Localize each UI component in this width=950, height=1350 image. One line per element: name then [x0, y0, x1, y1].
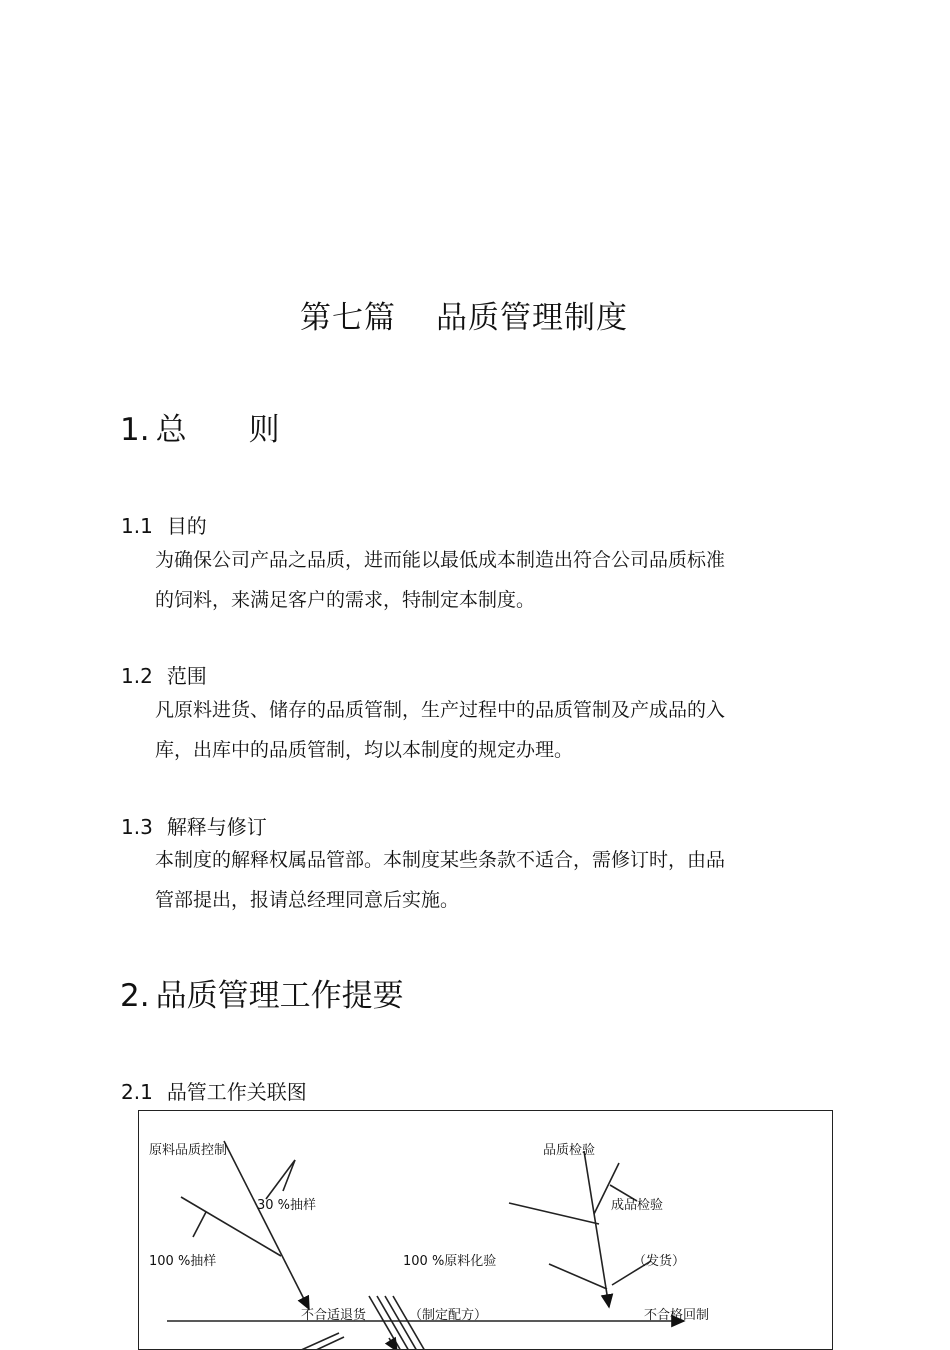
section-2-1-heading: 2.1 品管工作关联图	[121, 1080, 307, 1104]
branch-100-sample-tick	[193, 1212, 206, 1237]
section-1-1-paragraph: 为确保公司产品之品质，进而能以最低成本制造出符合公司品质标准 的饲料，来满足客户的需求，特制定本制度。	[155, 549, 726, 611]
section-2-title: 品质管理工作提要	[155, 978, 404, 1014]
label-unfit-return: 不合适退货	[301, 1308, 367, 1323]
title-part: 第七篇	[300, 300, 396, 336]
branch-30-sample-tick	[283, 1160, 295, 1191]
quality-arrow	[584, 1151, 609, 1307]
title-name: 品质管理制度	[436, 300, 628, 336]
label-shipping: （发货）	[633, 1254, 686, 1269]
label-sample-30: 30 %抽样	[257, 1198, 317, 1213]
section-1-1-heading: 1.1 目的	[121, 514, 207, 538]
label-quality-check: 品质检验	[543, 1143, 596, 1158]
section-1-number: 1.	[120, 412, 150, 448]
quality-relation-diagram	[138, 1110, 833, 1350]
raw-material-arrow	[224, 1141, 309, 1309]
section-2-number: 2.	[120, 978, 150, 1014]
label-formula: （制定配方）	[409, 1308, 488, 1323]
section-1-2-heading: 1.2 范围	[121, 664, 207, 688]
label-reject-recall: 不合格回制	[644, 1308, 710, 1323]
branch-shipping-left	[549, 1264, 607, 1289]
label-sample-100: 100 %抽样	[149, 1254, 217, 1269]
label-raw-quality: 原料品质控制	[149, 1143, 228, 1158]
page-title	[0, 292, 928, 337]
section-1-3-heading: 1.3 解释与修订	[121, 815, 267, 839]
section-1-heading	[120, 404, 280, 449]
label-product-check: 成品检验	[611, 1198, 664, 1213]
branch-raw-test	[509, 1203, 599, 1224]
section-1-3-paragraph: 本制度的解释权属品管部。本制度某些条款不适合，需修订时，由品 管部提出，报请总经理同意后实施。	[155, 849, 726, 911]
section-1-title: 总 则	[155, 412, 280, 448]
section-2-heading	[120, 970, 404, 1015]
label-raw-test: 100 %原料化验	[403, 1254, 497, 1269]
section-1-2-paragraph: 凡原料进货、储存的品质管制，生产过程中的品质管制及产成品的入 库，出库中的品质管制，均以本制度的规定办理。	[155, 699, 726, 761]
